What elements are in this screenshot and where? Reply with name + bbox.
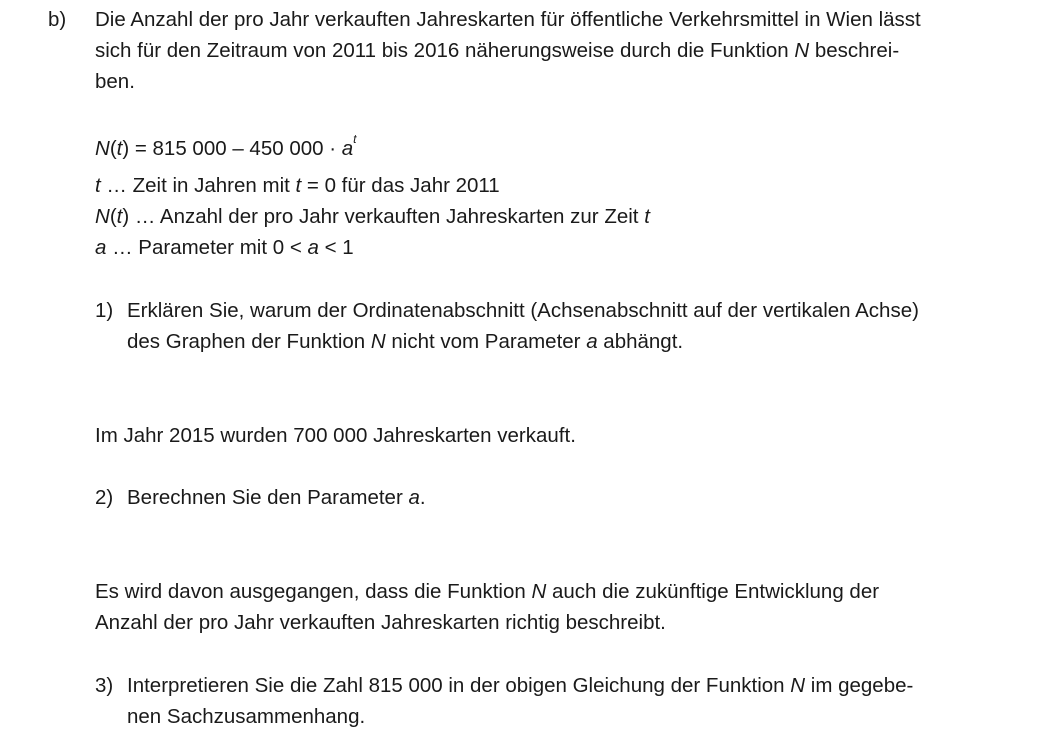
question-number: 1) [95,299,114,322]
assumption-line-1: Es wird davon ausgegangen, dass die Funktion N auch die zukünftige Entwicklung der [95,580,880,603]
question-1-line-1: Erklären Sie, warum der Ordinatenabschnitt (Achsenabschnitt auf der vertikalen Achse) [127,299,919,322]
intro-line-3: ben. [95,70,135,93]
question-3-line-2: nen Sachzusammenhang. [127,705,366,728]
question-number: 3) [95,674,114,697]
intro-line-2: sich für den Zeitraum von 2011 bis 2016 näherungsweise durch die Funktion N beschrei- [95,39,900,62]
intro-line-1: Die Anzahl der pro Jahr verkauften Jahreskarten für öffentliche Verkehrsmittel in Wien lässt [95,8,921,31]
question-1-line-2: des Graphen der Funktion N nicht vom Parameter a abhängt. [127,330,684,353]
question-number: 2) [95,486,114,509]
assumption-line-2: Anzahl der pro Jahr verkauften Jahreskarten richtig beschreibt. [95,611,666,634]
definition-N: N(t) … Anzahl der pro Jahr verkauften Jahreskarten zur Zeit t [95,205,650,228]
question-2-text: Berechnen Sie den Parameter a. [127,486,426,509]
question-3-line-1: Interpretieren Sie die Zahl 815 000 in der obigen Gleichung der Funktion N im gegebe- [127,674,914,697]
function-formula: N(t) = 815 000 – 450 $000 \cdot a^t$ [95,132,357,160]
task-label: b) [48,8,67,31]
info-2015: Im Jahr 2015 wurden 700 000 Jahreskarten verkauft. [95,424,576,447]
definition-a: a … Parameter mit 0 < a < 1 [95,236,354,259]
definition-t: t … Zeit in Jahren mit t = 0 für das Jahr 2011 [95,174,500,197]
